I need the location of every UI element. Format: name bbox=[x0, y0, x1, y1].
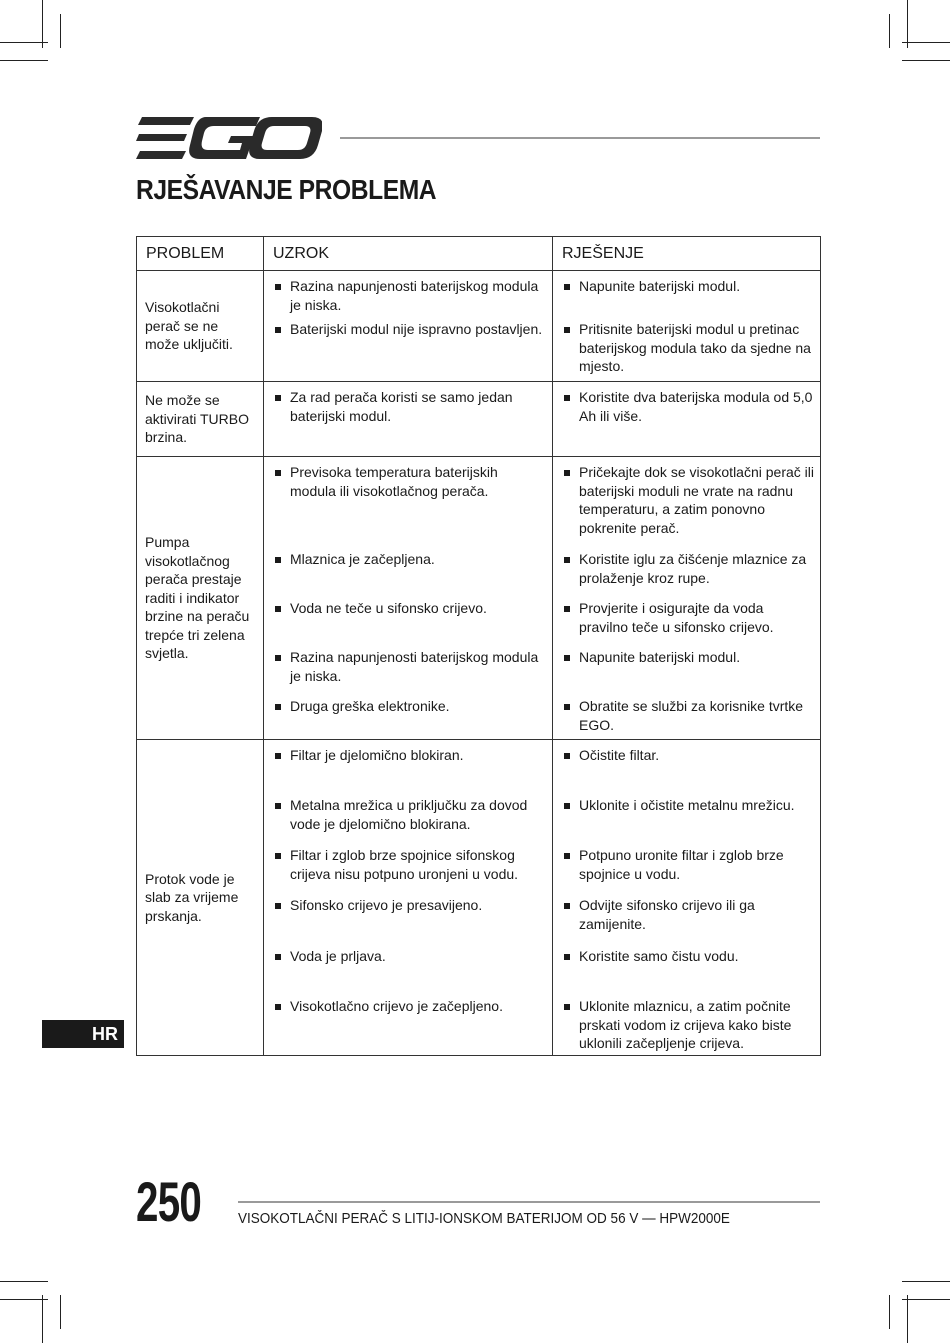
cause-item: Razina napunjenosti baterijskog modula je niska. bbox=[264, 277, 552, 320]
bullet-icon bbox=[564, 954, 570, 960]
crop-mark bbox=[902, 1281, 950, 1282]
bullet-icon bbox=[275, 903, 281, 909]
crop-mark bbox=[902, 60, 950, 61]
bullet-icon bbox=[564, 753, 570, 759]
solution-item: Obratite se službi za korisnike tvrtke EGO. bbox=[553, 697, 820, 735]
bullet-icon bbox=[564, 557, 570, 563]
solution-item: Pričekajte dok se visokotlačni perač ili baterijski moduli ne vrate na radnu temperaturu, a zatim ponovno pokrenite perač. bbox=[553, 463, 820, 550]
bullet-icon bbox=[564, 606, 570, 612]
solution-item: Odvijte sifonsko crijevo ili ga zamijenite. bbox=[553, 896, 820, 947]
cause-item: Voda ne teče u sifonsko crijevo. bbox=[264, 599, 552, 648]
page-number: 250 bbox=[136, 1170, 202, 1233]
page-title: RJEŠAVANJE PROBLEMA bbox=[136, 174, 437, 205]
cause-item: Druga greška elektronike. bbox=[264, 697, 552, 735]
bullet-icon bbox=[275, 803, 281, 809]
header-problem: PROBLEM bbox=[137, 237, 264, 271]
header-rule bbox=[340, 137, 820, 139]
ego-logo bbox=[136, 117, 322, 159]
table-row bbox=[137, 457, 821, 740]
bullet-icon bbox=[275, 606, 281, 612]
bullet-icon bbox=[275, 704, 281, 710]
bullet-icon bbox=[564, 803, 570, 809]
bullet-icon bbox=[564, 470, 570, 476]
solution-cell bbox=[553, 740, 821, 1056]
cause-cell bbox=[264, 740, 553, 1056]
solution-item: Koristite dva baterijska modula od 5,0 Ah ili više. bbox=[553, 388, 820, 425]
solution-item: Koristite samo čistu vodu. bbox=[553, 947, 820, 997]
cause-item: Metalna mrežica u priključku za dovod vode je djelomično blokirana. bbox=[264, 796, 552, 846]
footer-text: VISOKOTLAČNI PERAČ S LITIJ-IONSKOM BATERIJOM OD 56 V — HPW2000E bbox=[238, 1210, 730, 1227]
bullet-icon bbox=[275, 853, 281, 859]
bullet-icon bbox=[564, 853, 570, 859]
bullet-icon bbox=[275, 954, 281, 960]
solution-item: Pritisnite baterijski modul u pretinac baterijskog modula tako da sjedne na mjesto. bbox=[553, 320, 820, 377]
solution-item: Očistite filtar. bbox=[553, 746, 820, 796]
footer-rule bbox=[238, 1201, 820, 1203]
cause-cell bbox=[264, 457, 553, 740]
bullet-icon bbox=[564, 903, 570, 909]
crop-mark bbox=[902, 42, 950, 43]
bullet-icon bbox=[564, 1004, 570, 1010]
table-row bbox=[137, 382, 821, 457]
solution-cell bbox=[553, 271, 821, 382]
cause-cell bbox=[264, 271, 553, 382]
cause-item: Mlaznica je začepljena. bbox=[264, 550, 552, 599]
crop-mark bbox=[42, 1295, 43, 1343]
crop-mark bbox=[0, 1299, 48, 1300]
problem-cell: Ne može se aktivirati TURBO brzina. bbox=[137, 382, 264, 457]
bullet-icon bbox=[275, 395, 281, 401]
solution-item: Provjerite i osigurajte da voda pravilno teče u sifonsko crijevo. bbox=[553, 599, 820, 648]
crop-mark bbox=[889, 14, 890, 48]
bullet-icon bbox=[564, 395, 570, 401]
cause-item: Filtar i zglob brze spojnice sifonskog crijeva nisu potpuno uronjeni u vodu. bbox=[264, 846, 552, 896]
crop-mark bbox=[889, 1295, 890, 1329]
table-row bbox=[137, 740, 821, 1056]
bullet-icon bbox=[564, 655, 570, 661]
bullet-icon bbox=[275, 284, 281, 290]
cause-item: Filtar je djelomično blokiran. bbox=[264, 746, 552, 796]
cause-item: Previsoka temperatura baterijskih modula ili visokotlačnog perača. bbox=[264, 463, 552, 550]
crop-mark bbox=[0, 60, 48, 61]
crop-mark bbox=[907, 1295, 908, 1343]
solution-cell bbox=[553, 457, 821, 740]
solution-item: Napunite baterijski modul. bbox=[553, 648, 820, 697]
crop-mark bbox=[60, 14, 61, 48]
cause-item: Razina napunjenosti baterijskog modula je niska. bbox=[264, 648, 552, 697]
crop-mark bbox=[0, 1281, 48, 1282]
bullet-icon bbox=[564, 284, 570, 290]
cause-item: Za rad perača koristi se samo jedan baterijski modul. bbox=[264, 388, 552, 425]
bullet-icon bbox=[275, 557, 281, 563]
table-row bbox=[137, 271, 821, 382]
bullet-icon bbox=[275, 1004, 281, 1010]
crop-mark bbox=[42, 0, 43, 48]
header-solution: RJEŠENJE bbox=[553, 237, 821, 271]
solution-cell bbox=[553, 382, 821, 457]
troubleshooting-table bbox=[136, 236, 821, 1056]
cause-cell bbox=[264, 382, 553, 457]
bullet-icon bbox=[275, 753, 281, 759]
solution-item: Koristite iglu za čišćenje mlaznice za prolaženje kroz rupe. bbox=[553, 550, 820, 599]
header-cause: UZROK bbox=[264, 237, 553, 271]
crop-mark bbox=[907, 0, 908, 48]
bullet-icon bbox=[564, 704, 570, 710]
problem-cell: Protok vode je slab za vrijeme prskanja. bbox=[137, 740, 264, 1056]
crop-mark bbox=[60, 1295, 61, 1329]
solution-item: Uklonite i očistite metalnu mrežicu. bbox=[553, 796, 820, 846]
problem-cell: Pumpa visokotlačnog perača prestaje raditi i indikator brzine na peraču trepće tri zelena svjetla. bbox=[137, 457, 264, 740]
cause-item: Visokotlačno crijevo je začepljeno. bbox=[264, 997, 552, 1051]
cause-item: Voda je prljava. bbox=[264, 947, 552, 997]
bullet-icon bbox=[275, 470, 281, 476]
bullet-icon bbox=[275, 327, 281, 333]
table-header-row bbox=[137, 237, 821, 271]
crop-mark bbox=[902, 1299, 950, 1300]
bullet-icon bbox=[564, 327, 570, 333]
crop-mark bbox=[0, 42, 48, 43]
bullet-icon bbox=[275, 655, 281, 661]
solution-item: Uklonite mlaznicu, a zatim počnite prskati vodom iz crijeva kako biste uklonili začepljenje crijeva. bbox=[553, 997, 820, 1051]
solution-item: Napunite baterijski modul. bbox=[553, 277, 820, 320]
solution-item: Potpuno uronite filtar i zglob brze spojnice u vodu. bbox=[553, 846, 820, 896]
problem-cell: Visokotlačni perač se ne može uključiti. bbox=[137, 271, 264, 382]
cause-item: Sifonsko crijevo je presavijeno. bbox=[264, 896, 552, 947]
cause-item: Baterijski modul nije ispravno postavljen. bbox=[264, 320, 552, 377]
language-tab: HR bbox=[42, 1020, 124, 1048]
